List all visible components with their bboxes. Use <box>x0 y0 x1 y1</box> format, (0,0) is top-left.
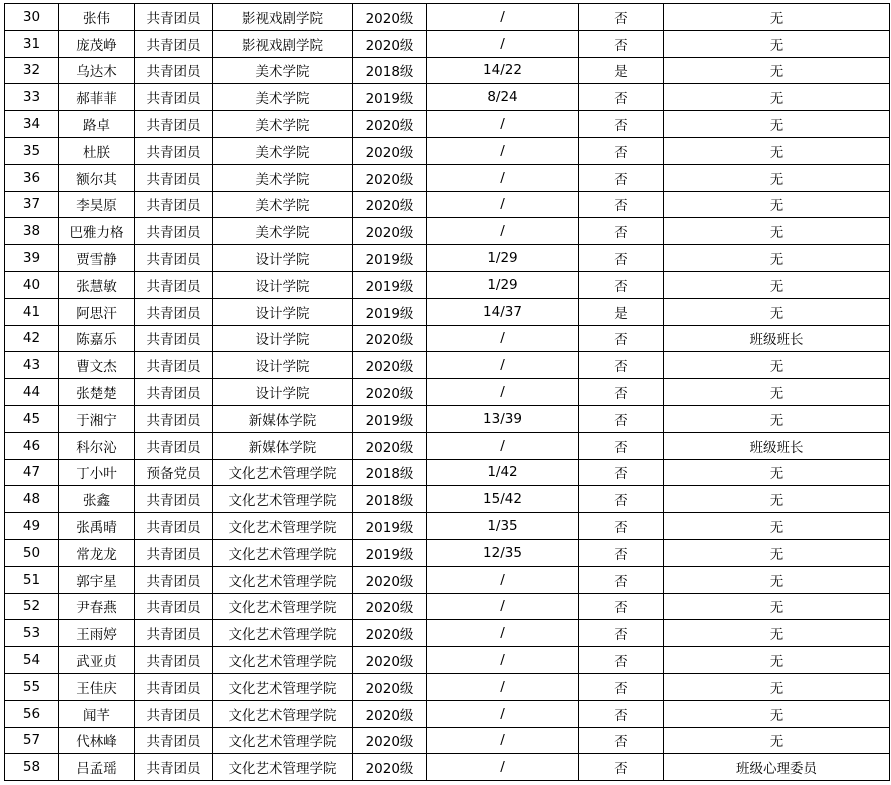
row-number-cell: 54 <box>5 647 59 674</box>
position-cell: 无 <box>664 647 890 674</box>
position-cell: 无 <box>664 30 890 57</box>
grade-cell: 2019级 <box>353 271 427 298</box>
college-cell: 文化艺术管理学院 <box>213 727 353 754</box>
table-row <box>5 30 890 57</box>
name-cell: 丁小叶 <box>59 459 135 486</box>
college-cell: 文化艺术管理学院 <box>213 539 353 566</box>
political-status-cell: 共青团员 <box>135 191 213 218</box>
table-row <box>5 137 890 164</box>
roster-table-body <box>5 4 890 781</box>
yes-no-cell: 否 <box>579 647 664 674</box>
yes-no-cell: 否 <box>579 111 664 138</box>
yes-no-cell: 否 <box>579 352 664 379</box>
table-row <box>5 486 890 513</box>
college-cell: 文化艺术管理学院 <box>213 486 353 513</box>
college-cell: 新媒体学院 <box>213 405 353 432</box>
college-cell: 影视戏剧学院 <box>213 30 353 57</box>
position-cell: 无 <box>664 405 890 432</box>
grade-cell: 2019级 <box>353 298 427 325</box>
college-cell: 美术学院 <box>213 111 353 138</box>
table-row <box>5 459 890 486</box>
yes-no-cell: 是 <box>579 57 664 84</box>
roster-sheet <box>4 3 890 781</box>
position-cell: 班级心理委员 <box>664 754 890 781</box>
yes-no-cell: 否 <box>579 30 664 57</box>
position-cell: 班级班长 <box>664 325 890 352</box>
table-row <box>5 405 890 432</box>
college-cell: 文化艺术管理学院 <box>213 754 353 781</box>
name-cell: 乌达木 <box>59 57 135 84</box>
political-status-cell: 共青团员 <box>135 647 213 674</box>
table-row <box>5 700 890 727</box>
rank-cell: 1/29 <box>427 245 579 272</box>
grade-cell: 2019级 <box>353 84 427 111</box>
rank-cell: / <box>427 727 579 754</box>
grade-cell: 2020级 <box>353 30 427 57</box>
position-cell: 无 <box>664 352 890 379</box>
grade-cell: 2019级 <box>353 513 427 540</box>
table-row <box>5 57 890 84</box>
political-status-cell: 共青团员 <box>135 539 213 566</box>
grade-cell: 2020级 <box>353 727 427 754</box>
college-cell: 美术学院 <box>213 218 353 245</box>
yes-no-cell: 否 <box>579 513 664 540</box>
college-cell: 设计学院 <box>213 379 353 406</box>
grade-cell: 2020级 <box>353 647 427 674</box>
political-status-cell: 预备党员 <box>135 459 213 486</box>
political-status-cell: 共青团员 <box>135 566 213 593</box>
table-row <box>5 191 890 218</box>
political-status-cell: 共青团员 <box>135 513 213 540</box>
political-status-cell: 共青团员 <box>135 486 213 513</box>
yes-no-cell: 否 <box>579 164 664 191</box>
rank-cell: / <box>427 352 579 379</box>
table-row <box>5 513 890 540</box>
rank-cell: / <box>427 700 579 727</box>
yes-no-cell: 否 <box>579 218 664 245</box>
table-row <box>5 566 890 593</box>
name-cell: 陈嘉乐 <box>59 325 135 352</box>
position-cell: 无 <box>664 486 890 513</box>
yes-no-cell: 否 <box>579 620 664 647</box>
table-row <box>5 164 890 191</box>
grade-cell: 2020级 <box>353 352 427 379</box>
name-cell: 郭宇星 <box>59 566 135 593</box>
yes-no-cell: 否 <box>579 593 664 620</box>
grade-cell: 2020级 <box>353 191 427 218</box>
position-cell: 无 <box>664 84 890 111</box>
position-cell: 无 <box>664 620 890 647</box>
rank-cell: 8/24 <box>427 84 579 111</box>
name-cell: 常龙龙 <box>59 539 135 566</box>
name-cell: 庞茂峥 <box>59 30 135 57</box>
position-cell: 无 <box>664 218 890 245</box>
yes-no-cell: 否 <box>579 137 664 164</box>
position-cell: 无 <box>664 298 890 325</box>
political-status-cell: 共青团员 <box>135 218 213 245</box>
political-status-cell: 共青团员 <box>135 298 213 325</box>
college-cell: 文化艺术管理学院 <box>213 459 353 486</box>
political-status-cell: 共青团员 <box>135 271 213 298</box>
name-cell: 尹春燕 <box>59 593 135 620</box>
table-row <box>5 4 890 31</box>
position-cell: 无 <box>664 191 890 218</box>
rank-cell: / <box>427 620 579 647</box>
position-cell: 无 <box>664 593 890 620</box>
rank-cell: / <box>427 325 579 352</box>
position-cell: 无 <box>664 164 890 191</box>
political-status-cell: 共青团员 <box>135 593 213 620</box>
name-cell: 郝菲菲 <box>59 84 135 111</box>
rank-cell: 15/42 <box>427 486 579 513</box>
yes-no-cell: 否 <box>579 84 664 111</box>
rank-cell: 14/22 <box>427 57 579 84</box>
yes-no-cell: 否 <box>579 405 664 432</box>
name-cell: 李昊原 <box>59 191 135 218</box>
row-number-cell: 45 <box>5 405 59 432</box>
rank-cell: 1/35 <box>427 513 579 540</box>
grade-cell: 2020级 <box>353 754 427 781</box>
grade-cell: 2020级 <box>353 593 427 620</box>
rank-cell: / <box>427 137 579 164</box>
name-cell: 路卓 <box>59 111 135 138</box>
rank-cell: 13/39 <box>427 405 579 432</box>
row-number-cell: 58 <box>5 754 59 781</box>
table-row <box>5 325 890 352</box>
row-number-cell: 49 <box>5 513 59 540</box>
political-status-cell: 共青团员 <box>135 111 213 138</box>
position-cell: 无 <box>664 4 890 31</box>
rank-cell: / <box>427 754 579 781</box>
college-cell: 设计学院 <box>213 298 353 325</box>
yes-no-cell: 是 <box>579 298 664 325</box>
row-number-cell: 48 <box>5 486 59 513</box>
college-cell: 美术学院 <box>213 164 353 191</box>
political-status-cell: 共青团员 <box>135 620 213 647</box>
table-row <box>5 111 890 138</box>
position-cell: 无 <box>664 245 890 272</box>
yes-no-cell: 否 <box>579 191 664 218</box>
row-number-cell: 39 <box>5 245 59 272</box>
college-cell: 设计学院 <box>213 271 353 298</box>
row-number-cell: 43 <box>5 352 59 379</box>
row-number-cell: 52 <box>5 593 59 620</box>
grade-cell: 2018级 <box>353 57 427 84</box>
position-cell: 无 <box>664 111 890 138</box>
table-row <box>5 432 890 459</box>
college-cell: 影视戏剧学院 <box>213 4 353 31</box>
table-row <box>5 593 890 620</box>
yes-no-cell: 否 <box>579 325 664 352</box>
college-cell: 文化艺术管理学院 <box>213 620 353 647</box>
political-status-cell: 共青团员 <box>135 57 213 84</box>
college-cell: 设计学院 <box>213 325 353 352</box>
position-cell: 无 <box>664 727 890 754</box>
rank-cell: 1/42 <box>427 459 579 486</box>
row-number-cell: 47 <box>5 459 59 486</box>
rank-cell: / <box>427 566 579 593</box>
yes-no-cell: 否 <box>579 700 664 727</box>
name-cell: 张禹晴 <box>59 513 135 540</box>
college-cell: 文化艺术管理学院 <box>213 700 353 727</box>
grade-cell: 2019级 <box>353 539 427 566</box>
row-number-cell: 40 <box>5 271 59 298</box>
grade-cell: 2018级 <box>353 459 427 486</box>
rank-cell: / <box>427 647 579 674</box>
row-number-cell: 35 <box>5 137 59 164</box>
political-status-cell: 共青团员 <box>135 673 213 700</box>
table-row <box>5 647 890 674</box>
college-cell: 文化艺术管理学院 <box>213 647 353 674</box>
rank-cell: / <box>427 4 579 31</box>
yes-no-cell: 否 <box>579 727 664 754</box>
row-number-cell: 51 <box>5 566 59 593</box>
table-row <box>5 84 890 111</box>
table-row <box>5 727 890 754</box>
position-cell: 无 <box>664 566 890 593</box>
row-number-cell: 33 <box>5 84 59 111</box>
grade-cell: 2020级 <box>353 379 427 406</box>
political-status-cell: 共青团员 <box>135 352 213 379</box>
grade-cell: 2020级 <box>353 164 427 191</box>
yes-no-cell: 否 <box>579 754 664 781</box>
yes-no-cell: 否 <box>579 566 664 593</box>
yes-no-cell: 否 <box>579 673 664 700</box>
name-cell: 吕孟瑶 <box>59 754 135 781</box>
row-number-cell: 31 <box>5 30 59 57</box>
rank-cell: 1/29 <box>427 271 579 298</box>
position-cell: 无 <box>664 271 890 298</box>
political-status-cell: 共青团员 <box>135 432 213 459</box>
row-number-cell: 46 <box>5 432 59 459</box>
political-status-cell: 共青团员 <box>135 164 213 191</box>
grade-cell: 2020级 <box>353 111 427 138</box>
row-number-cell: 38 <box>5 218 59 245</box>
row-number-cell: 37 <box>5 191 59 218</box>
table-row <box>5 298 890 325</box>
rank-cell: / <box>427 593 579 620</box>
name-cell: 王佳庆 <box>59 673 135 700</box>
grade-cell: 2018级 <box>353 486 427 513</box>
name-cell: 贾雪静 <box>59 245 135 272</box>
yes-no-cell: 否 <box>579 459 664 486</box>
position-cell: 班级班长 <box>664 432 890 459</box>
political-status-cell: 共青团员 <box>135 137 213 164</box>
rank-cell: / <box>427 191 579 218</box>
grade-cell: 2020级 <box>353 218 427 245</box>
rank-cell: / <box>427 432 579 459</box>
position-cell: 无 <box>664 137 890 164</box>
name-cell: 武亚贞 <box>59 647 135 674</box>
position-cell: 无 <box>664 700 890 727</box>
position-cell: 无 <box>664 673 890 700</box>
political-status-cell: 共青团员 <box>135 84 213 111</box>
yes-no-cell: 否 <box>579 245 664 272</box>
rank-cell: 14/37 <box>427 298 579 325</box>
row-number-cell: 36 <box>5 164 59 191</box>
political-status-cell: 共青团员 <box>135 700 213 727</box>
grade-cell: 2020级 <box>353 432 427 459</box>
row-number-cell: 57 <box>5 727 59 754</box>
position-cell: 无 <box>664 539 890 566</box>
name-cell: 杜朕 <box>59 137 135 164</box>
grade-cell: 2019级 <box>353 245 427 272</box>
yes-no-cell: 否 <box>579 379 664 406</box>
rank-cell: / <box>427 673 579 700</box>
row-number-cell: 55 <box>5 673 59 700</box>
rank-cell: / <box>427 379 579 406</box>
name-cell: 闻芊 <box>59 700 135 727</box>
college-cell: 美术学院 <box>213 137 353 164</box>
yes-no-cell: 否 <box>579 486 664 513</box>
political-status-cell: 共青团员 <box>135 754 213 781</box>
grade-cell: 2020级 <box>353 673 427 700</box>
table-row <box>5 271 890 298</box>
table-row <box>5 539 890 566</box>
table-row <box>5 754 890 781</box>
name-cell: 科尔沁 <box>59 432 135 459</box>
name-cell: 张鑫 <box>59 486 135 513</box>
row-number-cell: 44 <box>5 379 59 406</box>
name-cell: 张伟 <box>59 4 135 31</box>
grade-cell: 2020级 <box>353 700 427 727</box>
table-row <box>5 379 890 406</box>
position-cell: 无 <box>664 57 890 84</box>
row-number-cell: 42 <box>5 325 59 352</box>
grade-cell: 2020级 <box>353 137 427 164</box>
roster-table <box>4 3 890 781</box>
table-row <box>5 245 890 272</box>
college-cell: 文化艺术管理学院 <box>213 513 353 540</box>
grade-cell: 2020级 <box>353 325 427 352</box>
yes-no-cell: 否 <box>579 271 664 298</box>
political-status-cell: 共青团员 <box>135 245 213 272</box>
table-row <box>5 620 890 647</box>
grade-cell: 2020级 <box>353 4 427 31</box>
name-cell: 王雨婷 <box>59 620 135 647</box>
college-cell: 文化艺术管理学院 <box>213 673 353 700</box>
rank-cell: / <box>427 111 579 138</box>
political-status-cell: 共青团员 <box>135 4 213 31</box>
political-status-cell: 共青团员 <box>135 405 213 432</box>
yes-no-cell: 否 <box>579 432 664 459</box>
college-cell: 美术学院 <box>213 191 353 218</box>
row-number-cell: 50 <box>5 539 59 566</box>
position-cell: 无 <box>664 379 890 406</box>
row-number-cell: 41 <box>5 298 59 325</box>
college-cell: 美术学院 <box>213 57 353 84</box>
political-status-cell: 共青团员 <box>135 379 213 406</box>
college-cell: 文化艺术管理学院 <box>213 593 353 620</box>
college-cell: 设计学院 <box>213 245 353 272</box>
yes-no-cell: 否 <box>579 4 664 31</box>
grade-cell: 2020级 <box>353 566 427 593</box>
row-number-cell: 30 <box>5 4 59 31</box>
college-cell: 新媒体学院 <box>213 432 353 459</box>
name-cell: 阿思汗 <box>59 298 135 325</box>
rank-cell: / <box>427 218 579 245</box>
rank-cell: 12/35 <box>427 539 579 566</box>
table-row <box>5 673 890 700</box>
rank-cell: / <box>427 30 579 57</box>
table-row <box>5 352 890 379</box>
college-cell: 美术学院 <box>213 84 353 111</box>
position-cell: 无 <box>664 513 890 540</box>
row-number-cell: 34 <box>5 111 59 138</box>
political-status-cell: 共青团员 <box>135 727 213 754</box>
name-cell: 额尔其 <box>59 164 135 191</box>
grade-cell: 2020级 <box>353 620 427 647</box>
name-cell: 巴雅力格 <box>59 218 135 245</box>
name-cell: 张慧敏 <box>59 271 135 298</box>
college-cell: 文化艺术管理学院 <box>213 566 353 593</box>
position-cell: 无 <box>664 459 890 486</box>
yes-no-cell: 否 <box>579 539 664 566</box>
political-status-cell: 共青团员 <box>135 325 213 352</box>
grade-cell: 2019级 <box>353 405 427 432</box>
political-status-cell: 共青团员 <box>135 30 213 57</box>
row-number-cell: 32 <box>5 57 59 84</box>
row-number-cell: 53 <box>5 620 59 647</box>
name-cell: 代林峰 <box>59 727 135 754</box>
table-row <box>5 218 890 245</box>
name-cell: 于湘宁 <box>59 405 135 432</box>
college-cell: 设计学院 <box>213 352 353 379</box>
rank-cell: / <box>427 164 579 191</box>
name-cell: 曹文杰 <box>59 352 135 379</box>
name-cell: 张楚楚 <box>59 379 135 406</box>
row-number-cell: 56 <box>5 700 59 727</box>
